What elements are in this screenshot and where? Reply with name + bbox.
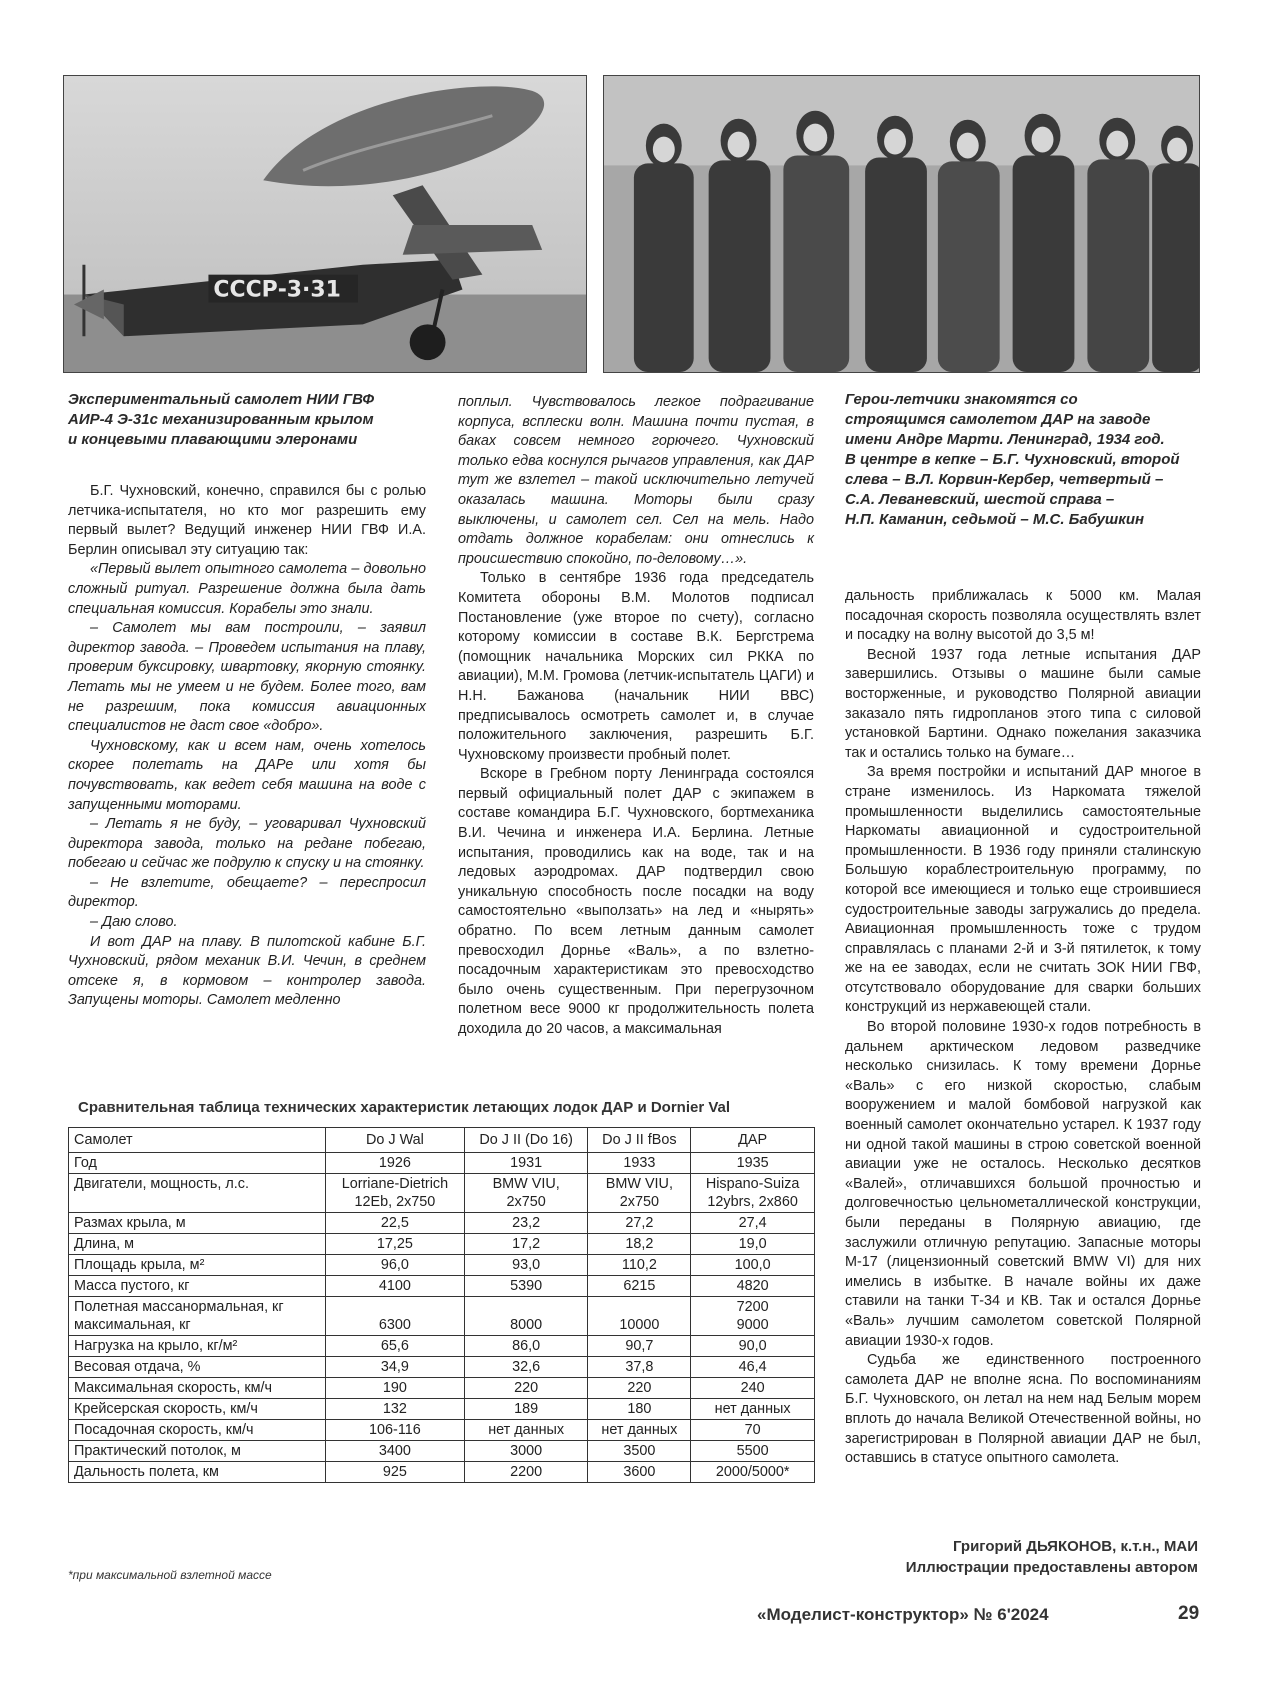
paragraph: Б.Г. Чухновский, конечно, справился бы с ролью летчика-испытателя, но кто мог разрешить ему первый вылет? Ведущий инженер НИИ ГВФ И.А. Берлин описывал эту ситуацию так:	[68, 483, 426, 558]
table-cell: 4820	[691, 1276, 815, 1297]
table-cell: 17,25	[326, 1234, 465, 1255]
table-cell: 3500	[588, 1441, 691, 1462]
paragraph: За время постройки и испытаний ДАР многое в стране изменилось. Из Наркомата тяжелой промышленности выделились самостоятельные Наркоматы авиационной и судостроительной промышленности. В 1936 году приняли сталинскую Большую кораблестроительную программу, по которой все имеющиеся и только еще строившиеся судостроительные заводы загружались до предела. Авиационная промышленность тоже с трудом справлялась с планами 2-й и 3-й пятилеток, к тому же на ее заводах, если не считать ЗОК НИИ ГВФ, отсутствовало оборудование для сварки больших конструкций из нержавеющей стали.	[845, 764, 1201, 1016]
table-cell: 1926	[326, 1153, 465, 1174]
table-cell: 32,6	[464, 1357, 588, 1378]
table-cell: нет данных	[464, 1420, 588, 1441]
paragraph: дальность приближалась к 5000 км. Малая посадочная скорость позволяла осуществлять взлет и посадку на волну высотой до 3,5 м!	[845, 588, 1201, 644]
table-cell: 7200 9000	[691, 1297, 815, 1336]
right-photo-caption: Герои-летчики знакомятся со строящимся самолетом ДАР на заводе имени Андре Марти. Ленинград, 1934 год. В центре в кепке – Б.Г. Чухновский, второй слева – В.Л. Корвин-Кербер, четвертый – С.А. Леваневский, шестой справа – Н.П. Каманин, седьмой – М.С. Бабушкин	[845, 391, 1180, 528]
paragraph: Во второй половине 1930-х годов потребность в дальнем арктическом ледовом разведчике несколько снизилась. К тому времени Дорнье «Валь» с его низкой скоростью, слабым вооружением и малой бомбовой нагрузкой как военный самолет окончательно устарел. К 1937 году ни одной такой машины в строю советской военной авиации уже не осталось. Несколько десятков «Валей», отличавшихся большой прочностью и долговечностью цельнометаллической конструкции, были переданы в Полярную авиацию, где заслужили отличную репутацию. Запасные моторы М-17 (лицензионный советский BMW VI) для них имелись в избытке. В начале войны их даже ставили на танки Т-34 и КВ. Так и остался Дорнье «Валь» лучшим самолетом советской Полярной авиации 1930-х годов.	[845, 1019, 1201, 1349]
illustrations-credit: Иллюстрации предоставлены автором	[905, 1559, 1198, 1576]
table-cell: Крейсерская скорость, км/ч	[69, 1399, 326, 1420]
page-number: 29	[1178, 1603, 1200, 1624]
table-cell: 37,8	[588, 1357, 691, 1378]
text-column-3	[845, 587, 1201, 1469]
table-cell: 23,2	[464, 1213, 588, 1234]
spec-table	[68, 1127, 815, 1483]
paragraph: – Даю слово.	[90, 914, 178, 931]
text-column-2	[458, 393, 814, 1040]
table-cell: Посадочная скорость, км/ч	[69, 1420, 326, 1441]
table-cell: 5500	[691, 1441, 815, 1462]
table-cell: Весовая отдача, %	[69, 1357, 326, 1378]
table-row	[69, 1357, 815, 1378]
table-cell: Практический потолок, м	[69, 1441, 326, 1462]
paragraph: – Не взлетите, обещаете? – переспросил директор.	[68, 874, 426, 911]
table-cell: 6215	[588, 1276, 691, 1297]
table-header-cell: ДАР	[691, 1128, 815, 1153]
table-cell: 1931	[464, 1153, 588, 1174]
paragraph: – Самолет мы вам построили, – заявил директор завода. – Проведем испытания на плаву, проверим буксировку, швартовку, якорную стоянку. Летать мы не умеем и не будем. Более того, вам не разрешим, пока комиссия авиационных специалистов не даст свое «добро».	[68, 620, 426, 735]
table-cell: 70	[691, 1420, 815, 1441]
table-cell: 189	[464, 1399, 588, 1420]
author-block	[906, 1536, 1198, 1578]
table-cell: Двигатели, мощность, л.с.	[69, 1174, 326, 1213]
left-photo-caption: Экспериментальный самолет НИИ ГВФ АИР-4 Э-31с механизированным крылом и концевыми плавающими элеронами	[68, 391, 375, 448]
table-row	[69, 1255, 815, 1276]
table-cell: 34,9	[326, 1357, 465, 1378]
table-cell: Hispano-Suiza 12ybrs, 2x860	[691, 1174, 815, 1213]
table-cell: 1935	[691, 1153, 815, 1174]
table-cell: 86,0	[464, 1336, 588, 1357]
paragraph: «Первый вылет опытного самолета – довольно сложный ритуал. Разрешение должна была дать специальная комиссия. Корабелы это знали.	[68, 561, 426, 617]
table-row	[69, 1420, 815, 1441]
table-cell: Длина, м	[69, 1234, 326, 1255]
table-header-cell: Do J II (Do 16)	[464, 1128, 588, 1153]
table-cell: нет данных	[691, 1399, 815, 1420]
table-cell: 180	[588, 1399, 691, 1420]
table-cell: Нагрузка на крыло, кг/м²	[69, 1336, 326, 1357]
table-row	[69, 1174, 815, 1213]
table-row	[69, 1378, 815, 1399]
table-row	[69, 1297, 815, 1336]
table-cell: 65,6	[326, 1336, 465, 1357]
table-cell: 1933	[588, 1153, 691, 1174]
table-cell: 18,2	[588, 1234, 691, 1255]
table-cell: 5390	[464, 1276, 588, 1297]
table-cell: BMW VIU, 2x750	[588, 1174, 691, 1213]
paragraph: Судьба же единственного построенного самолета ДАР не вполне ясна. По воспоминаниям Б.Г. Чухновского, он летал на нем над Белым морем вплоть до начала Великой Отечественной войны, но зарегистрирован в Полярной авиации ДАР не был, оставшись в статусе опытного самолета.	[845, 1352, 1201, 1467]
table-row	[69, 1336, 815, 1357]
table-cell: 2200	[464, 1462, 588, 1483]
table-cell: 27,4	[691, 1213, 815, 1234]
paragraph: Вскоре в Гребном порту Ленинграда состоялся первый официальный полет ДАР с экипажем в составе командира Б.Г. Чухновского, бортмеханика В.И. Чечина и инженера И.А. Берлина. Летные испытания, проводились как на воде, так и на ледовых аэродромах. ДАР подтвердил свою уникальную способность после посадки на воду самостоятельно «выползать» на лед и «нырять» обратно. По всем летным данным самолет превосходил Дорнье «Валь», а по взлетно-посадочным характеристикам это превосходство было очень существенным. При перегрузочном полетном весе 9000 кг продолжительность полета доходила до 20 часов, а максимальная	[458, 766, 814, 1037]
pilots-group-photo	[603, 75, 1200, 373]
table-cell: 100,0	[691, 1255, 815, 1276]
paragraph: – Летать я не буду, – уговаривал Чухновский директора завода, только на редане побегаю, побегаю и сейчас же подрулю к спуску и на стоянку.	[68, 816, 426, 872]
aircraft-photo	[63, 75, 587, 373]
table-cell: 90,7	[588, 1336, 691, 1357]
table-cell: 240	[691, 1378, 815, 1399]
table-header-cell: Do J Wal	[326, 1128, 465, 1153]
table-cell: Масса пустого, кг	[69, 1276, 326, 1297]
table-row	[69, 1234, 815, 1255]
table-cell: 90,0	[691, 1336, 815, 1357]
paragraph: И вот ДАР на плаву. В пилотской кабине Б.Г. Чухновский, рядом механик В.И. Чечин, в среднем отсеке я, в кормовом – контролер завода. Запущены моторы. Самолет медленно	[68, 933, 426, 1009]
table-cell: 106-116	[326, 1420, 465, 1441]
table-row	[69, 1441, 815, 1462]
table-row	[69, 1462, 815, 1483]
table-title: Сравнительная таблица технических характеристик летающих лодок ДАР и Dornier Val	[78, 1099, 731, 1116]
table-row	[69, 1399, 815, 1420]
table-cell: 3400	[326, 1441, 465, 1462]
table-header-cell: Do J II fBos	[588, 1128, 691, 1153]
table-header-row	[69, 1128, 815, 1153]
table-cell: нет данных	[588, 1420, 691, 1441]
magazine-issue: «Моделист-конструктор» № 6'2024	[757, 1605, 1049, 1624]
table-cell: Площадь крыла, м²	[69, 1255, 326, 1276]
table-cell: 93,0	[464, 1255, 588, 1276]
table-row	[69, 1276, 815, 1297]
registration-text: СССР-3·31	[213, 277, 341, 303]
table-cell: Lorriane-Dietrich 12Eb, 2x750	[326, 1174, 465, 1213]
table-cell: BMW VIU, 2x750	[464, 1174, 588, 1213]
table-cell: Максимальная скорость, км/ч	[69, 1378, 326, 1399]
table-cell: 220	[588, 1378, 691, 1399]
table-cell: Год	[69, 1153, 326, 1174]
table-cell: 190	[326, 1378, 465, 1399]
table-footnote: *при максимальной взлетной массе	[68, 1568, 272, 1582]
table-cell: 17,2	[464, 1234, 588, 1255]
table-cell: 3000	[464, 1441, 588, 1462]
table-row	[69, 1213, 815, 1234]
table-cell: 220	[464, 1378, 588, 1399]
table-cell: 10000	[588, 1297, 691, 1336]
table-cell: 19,0	[691, 1234, 815, 1255]
table-cell: 925	[326, 1462, 465, 1483]
paragraph: Чухновскому, как и всем нам, очень хотелось скорее полетать на ДАРе или хотя бы почувствовать, как ведет себя машина на воде с запущенными моторами.	[68, 737, 426, 813]
table-cell: 2000/5000*	[691, 1462, 815, 1483]
text-column-1	[68, 482, 426, 1011]
table-cell: 3600	[588, 1462, 691, 1483]
table-cell: 6300	[326, 1297, 465, 1336]
table-cell: Полетная массанормальная, кг максимальная, кг	[69, 1297, 326, 1336]
table-cell: 110,2	[588, 1255, 691, 1276]
table-cell: 96,0	[326, 1255, 465, 1276]
table-cell: 132	[326, 1399, 465, 1420]
table-cell: Дальность полета, км	[69, 1462, 326, 1483]
paragraph: Только в сентябре 1936 года председатель Комитета обороны В.М. Молотов подписал Постановление (уже второе по счету), согласно которому комиссии в составе В.К. Бергстрема (помощник начальника Морских сил РККА по авиации), М.М. Громова (летчик-испытатель ЦАГИ) и Н.Н. Бажанова (начальник НИИ ВВС) предписывалось осмотреть самолет и, в случае положительного заключения, разрешить Б.Г. Чухновскому произвести пробный полет.	[458, 570, 814, 763]
table-cell: 8000	[464, 1297, 588, 1336]
table-cell: 22,5	[326, 1213, 465, 1234]
table-cell: 27,2	[588, 1213, 691, 1234]
table-cell: 4100	[326, 1276, 465, 1297]
paragraph: Весной 1937 года летные испытания ДАР завершились. Отзывы о машине были самые восторженные, и руководство Полярной авиации заказало пять гидропланов этого типа с силовой установкой Бартини. Однако пожелания заказчика так и остались только на бумаге…	[845, 646, 1201, 761]
table-row	[69, 1153, 815, 1174]
table-cell: 46,4	[691, 1357, 815, 1378]
table-cell: Размах крыла, м	[69, 1213, 326, 1234]
paragraph: поплыл. Чувствовалось легкое подрагивание корпуса, всплески волн. Машина почти пустая, в баках совсем немного горючего. Чухновский только едва коснулся рычагов управления, как ДАР тут же взлетел – такой исключительно летучей оказалась машина. Моторы были сразу выключены, и самолет сел. Сел на мель. Надо отдать должное корабелам: они отнеслись к происшествию спокойно, по-деловому…».	[458, 394, 814, 567]
author-name: Григорий ДЬЯКОНОВ, к.т.н., МАИ	[952, 1538, 1198, 1555]
table-header-cell: Самолет	[69, 1128, 326, 1153]
